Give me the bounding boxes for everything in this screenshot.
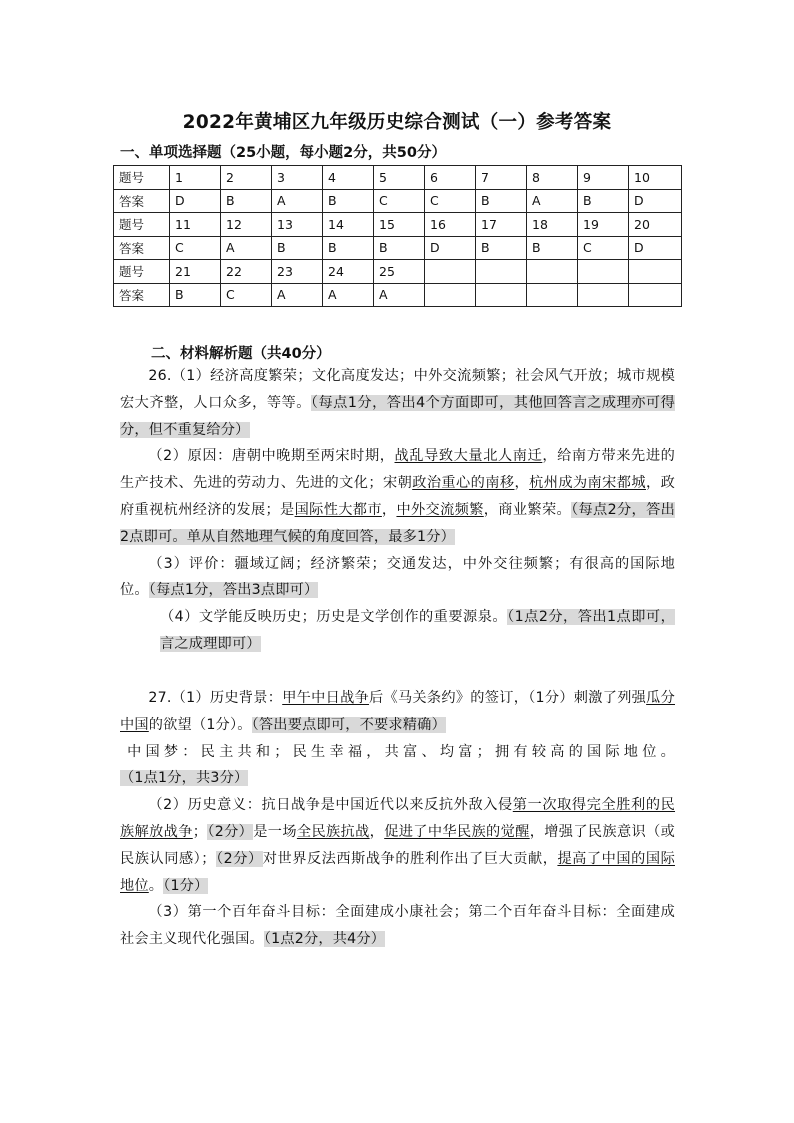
table-row-numbers: [114, 213, 682, 237]
row-label: 题号: [114, 260, 170, 284]
section2-heading: 二、材料解析题（共40分）: [151, 346, 331, 362]
answer-cell: B: [374, 236, 425, 260]
question-number-cell: 20: [629, 213, 682, 237]
q26-part4: （4）文学能反映历史；历史是文学创作的重要源泉。（1点2分，答出1点即可，言之成理即可）: [160, 609, 675, 652]
question-number-cell: 14: [323, 213, 374, 237]
question-number-cell: 11: [170, 213, 221, 237]
row-label: 答案: [114, 236, 170, 260]
answer-cell: C: [221, 283, 272, 307]
question-number-cell: 1: [170, 166, 221, 190]
q27-part3: （3）第一个百年奋斗目标：全面建成小康社会；第二个百年奋斗目标：全面建成社会主义现代化强国。（1点2分，共4分）: [120, 904, 675, 948]
question-number-cell: [527, 260, 578, 284]
answer-cell: A: [374, 283, 425, 307]
question-number-cell: 16: [425, 213, 476, 237]
q27-china-dream: 中国梦：民主共和；民生幸福，共富、均富；拥有较高的国际地位。（1点1分，共3分）: [120, 743, 675, 787]
answer-cell: [578, 283, 629, 307]
answer-cell: B: [476, 189, 527, 213]
question-number-cell: 2: [221, 166, 272, 190]
question-26: [120, 363, 675, 658]
row-label: 答案: [114, 283, 170, 307]
answer-cell: B: [323, 236, 374, 260]
q26-part1-note: （每点1分，答出4个方面即可，其他回答言之成理亦可得分，但不重复给分）: [120, 394, 675, 438]
table-row-answers: [114, 283, 682, 307]
question-number-cell: 18: [527, 213, 578, 237]
question-number-cell: 17: [476, 213, 527, 237]
answer-cell: C: [425, 189, 476, 213]
question-number-cell: 7: [476, 166, 527, 190]
q26-part1: 26.（1）经济高度繁荣；文化高度发达；中外交流频繁；社会风气开放；城市规模宏大齐整，人口众多，等等。（每点1分，答出4个方面即可，其他回答言之成理亦可得分，但不重复给分）: [120, 368, 675, 438]
question-number-cell: 10: [629, 166, 682, 190]
question-number-cell: 24: [323, 260, 374, 284]
answer-cell: B: [476, 236, 527, 260]
q27-china-dream-note: （1点1分，共3分）: [120, 770, 249, 787]
answer-cell: B: [170, 283, 221, 307]
answer-cell: A: [323, 283, 374, 307]
q26-part2: （2）原因：唐朝中晚期至两宋时期，战乱导致大量北人南迁，给南方带来先进的生产技术、先进的劳动力、先进的文化；宋朝政治重心的南移，杭州成为南宋都城，政府重视杭州经济的发展；是国际性大都市，中外交流频繁，商业繁荣。（每点2分，答出2点即可。单从自然地理气候的角度回答，最多1分）: [120, 448, 676, 545]
question-number-cell: 8: [527, 166, 578, 190]
answer-cell: D: [629, 236, 682, 260]
q26-part3: （3）评价：疆域辽阔；经济繁荣；交通发达，中外交往频繁；有很高的国际地位。（每点1分，答出3点即可）: [120, 555, 675, 599]
answer-cell: D: [170, 189, 221, 213]
answer-cell: B: [323, 189, 374, 213]
question-number-cell: 9: [578, 166, 629, 190]
answer-cell: B: [578, 189, 629, 213]
answer-cell: A: [272, 189, 323, 213]
question-number-cell: 21: [170, 260, 221, 284]
answer-cell: A: [221, 236, 272, 260]
table-row-answers: [114, 189, 682, 213]
answer-cell: C: [578, 236, 629, 260]
answer-cell: B: [272, 236, 323, 260]
q26-part2-note: （每点2分，答出2点即可。单从自然地理气候的角度回答，最多1分）: [120, 501, 676, 545]
table-row-numbers: [114, 166, 682, 190]
question-number-cell: 19: [578, 213, 629, 237]
question-number-cell: 5: [374, 166, 425, 190]
question-number-cell: [629, 260, 682, 284]
answer-cell: [425, 283, 476, 307]
q27-part2: （2）历史意义：抗日战争是中国近代以来反抗外敌入侵第一次取得完全胜利的民族解放战争；（2分）是一场全民族抗战，促进了中华民族的觉醒，增强了民族意识（或民族认同感）；（2分）对世界反法西斯战争的胜利作出了巨大贡献，提高了中国的国际地位。（1分）: [120, 797, 676, 894]
answer-cell: D: [425, 236, 476, 260]
question-number-cell: 15: [374, 213, 425, 237]
row-label: 答案: [114, 189, 170, 213]
answer-cell: C: [170, 236, 221, 260]
question-number-cell: 13: [272, 213, 323, 237]
question-number-cell: 22: [221, 260, 272, 284]
q27-part1: 27.（1）历史背景：甲午中日战争后《马关条约》的签订，（1分）刺激了列强瓜分中国的欲望（1分）。（答出要点即可，不要求精确）: [120, 690, 675, 733]
row-label: 题号: [114, 166, 170, 190]
question-number-cell: 3: [272, 166, 323, 190]
answer-cell: [629, 283, 682, 307]
table-row-answers: [114, 236, 682, 260]
answer-cell: B: [221, 189, 272, 213]
answer-cell: A: [527, 189, 578, 213]
answer-cell: C: [374, 189, 425, 213]
answer-cell: D: [629, 189, 682, 213]
section1-heading: 一、单项选择题（25小题，每小题2分，共50分）: [120, 145, 446, 161]
question-number-cell: 12: [221, 213, 272, 237]
question-number-cell: 4: [323, 166, 374, 190]
question-number-cell: 25: [374, 260, 425, 284]
answer-cell: [476, 283, 527, 307]
question-number-cell: 6: [425, 166, 476, 190]
answer-cell: B: [527, 236, 578, 260]
answer-cell: [527, 283, 578, 307]
row-label: 题号: [114, 213, 170, 237]
question-number-cell: 23: [272, 260, 323, 284]
q26-part4-note: （1点2分，答出1点即可，言之成理即可）: [160, 609, 675, 652]
question-number-cell: [425, 260, 476, 284]
answer-cell: A: [272, 283, 323, 307]
q26-part3-note: （每点1分，答出3点即可）: [148, 582, 319, 599]
answer-table: [113, 165, 682, 307]
table-row-numbers: [114, 260, 682, 284]
q27-part3-note: （1点2分，共4分）: [263, 931, 386, 948]
question-27: [120, 685, 675, 953]
page-title: 2022年黄埔区九年级历史综合测试（一）参考答案: [182, 112, 612, 133]
question-number-cell: [476, 260, 527, 284]
question-number-cell: [578, 260, 629, 284]
q27-part1-note: （答出要点即可，不要求精确）: [251, 716, 446, 733]
